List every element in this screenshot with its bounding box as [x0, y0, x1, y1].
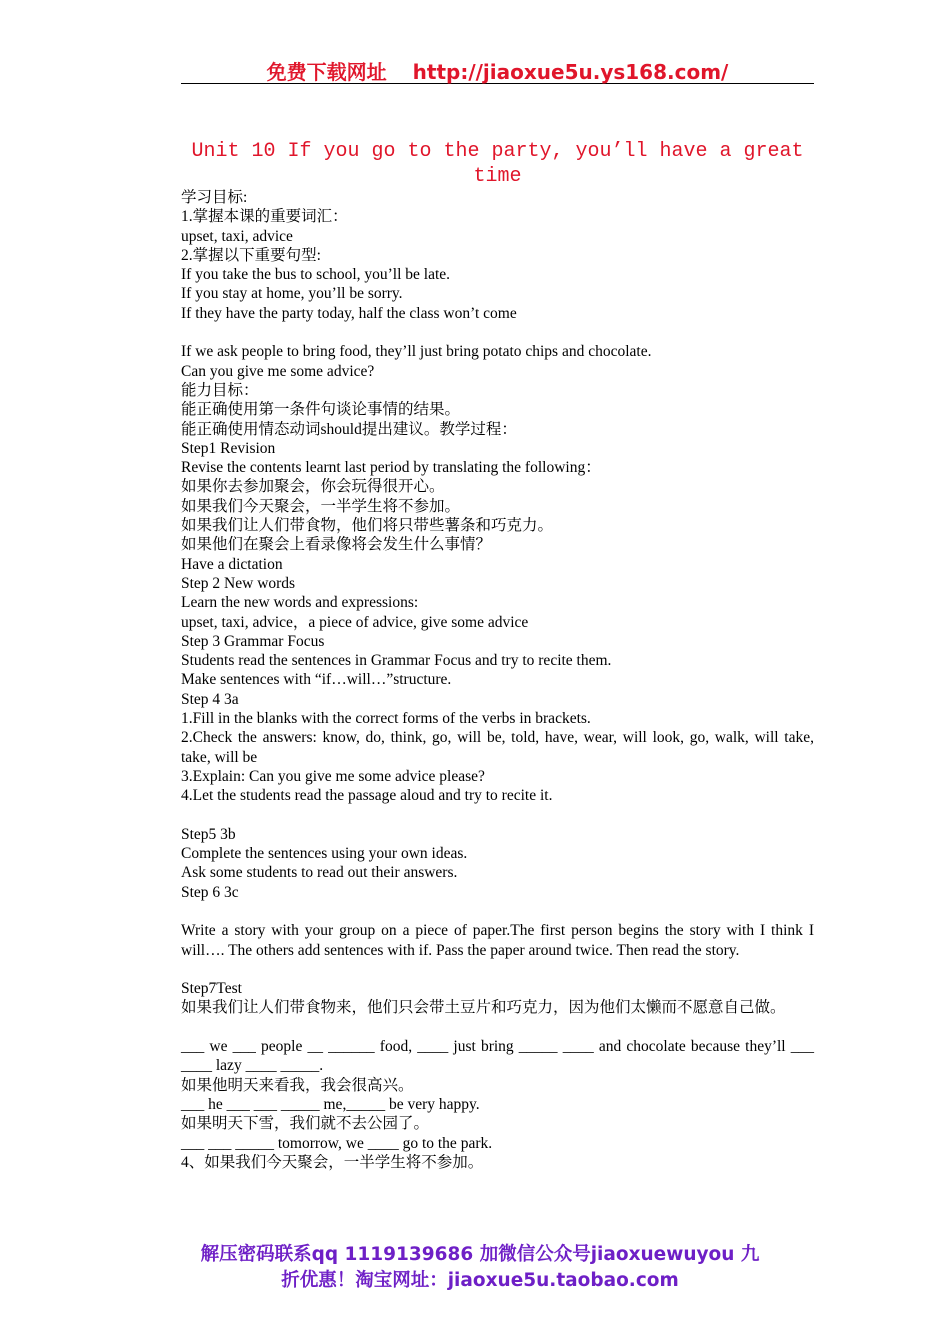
text-line: 学习目标: — [181, 189, 248, 206]
page-title: Unit 10 If you go to the party, you’ll have a great time — [191, 140, 804, 188]
text-line: 能力目标： — [181, 381, 259, 399]
blank-line — [181, 902, 814, 921]
text-line: upset, taxi, advice — [181, 227, 293, 245]
text-line: Step 3 Grammar Focus — [181, 632, 325, 650]
text-line: If they have the party today, half the class won’t come — [181, 304, 517, 322]
text-line: 1.掌握本课的重要词汇： — [181, 208, 348, 226]
text-line: Step1 Revision — [181, 439, 276, 457]
exercise-line: ___ ___ _____ tomorrow, we ____ go to the park. — [181, 1134, 493, 1152]
text-line: Step 2 New words — [181, 574, 296, 592]
text-line: upset, taxi, advice，a piece of advice, give some advice — [181, 613, 529, 631]
text-line: 2.Check the answers: know, do, think, go, will be, told, have, wear, will look, go, walk, will take, take, will be — [181, 729, 814, 766]
text-paragraph: Write a story with your group on a piece of paper.The first person begins the story with I think I will…. The others add sentences with if. Pass the paper around twice. Then read the story. — [181, 922, 814, 959]
exercise-line: ___ we ___ people __ ______ food, ____ just bring _____ ____ and chocolate because they’ll ___ ____ lazy ____ _____. — [181, 1038, 814, 1075]
blank-line — [181, 323, 814, 342]
text-line: Ask some students to read out their answers. — [181, 864, 458, 882]
text-line: Step7Test — [181, 980, 242, 998]
text-line: Complete the sentences using your own ideas. — [181, 845, 468, 863]
text-line: 能正确使用第一条件句谈论事情的结果。 — [181, 401, 461, 419]
text-line: 如果明天下雪，我们就不去公园了。 — [181, 1115, 430, 1133]
text-line: 4、如果我们今天聚会，一半学生将不参加。 — [181, 1153, 484, 1171]
text-line: 如果你去参加聚会，你会玩得很开心。 — [181, 478, 445, 496]
page-header — [181, 56, 814, 84]
text-line: Revise the contents learnt last period by translating the following： — [181, 459, 601, 477]
text-line: Learn the new words and expressions: — [181, 594, 419, 612]
exercise-line: ___ he ___ ___ _____ me,_____ be very happy. — [181, 1095, 480, 1113]
text-line: Can you give me some advice? — [181, 362, 375, 380]
footer-contact-line: 解压密码联系qq 1119139686 加微信公众号jiaoxuewuyou 九 — [200, 1244, 760, 1265]
footer-shop-line: 折优惠！淘宝网址：jiaoxue5u.taobao.com — [281, 1270, 679, 1291]
header-label: 免费下载网址 — [266, 60, 387, 84]
page-footer — [150, 1242, 810, 1294]
blank-line — [181, 960, 814, 979]
text-line: Students read the sentences in Grammar Focus and try to recite them. — [181, 652, 612, 670]
text-line: Step5 3b — [181, 825, 236, 843]
text-line: 4.Let the students read the passage aloud and try to recite it. — [181, 787, 553, 805]
text-line: 如果我们让人们带食物来，他们只会带土豆片和巧克力，因为他们太懒而不愿意自己做。 — [181, 999, 786, 1017]
text-line: If you take the bus to school, you’ll be late. — [181, 266, 451, 284]
blank-line — [181, 1018, 814, 1037]
header-url-link[interactable]: http://jiaoxue5u.ys168.com/ — [412, 60, 729, 84]
text-line: 如果他明天来看我，我会很高兴。 — [181, 1076, 414, 1094]
text-line: Make sentences with “if…will…”structure. — [181, 671, 452, 689]
text-line: 能正确使用情态动词should提出建议。教学过程： — [181, 420, 517, 438]
blank-line — [181, 806, 814, 825]
text-line: If you stay at home, you’ll be sorry. — [181, 285, 403, 303]
text-line: 如果我们让人们带食物，他们将只带些薯条和巧克力。 — [181, 517, 554, 535]
text-line: Step 4 3a — [181, 690, 239, 708]
text-line: 2.掌握以下重要句型: — [181, 246, 321, 264]
text-line: Have a dictation — [181, 555, 283, 573]
text-line: 3.Explain: Can you give me some advice please? — [181, 767, 485, 785]
text-line: 如果他们在聚会上看录像将会发生什么事情？ — [181, 536, 492, 554]
text-line: 如果我们今天聚会，一半学生将不参加。 — [181, 497, 461, 515]
text-line: If we ask people to bring food, they’ll just bring potato chips and chocolate. — [181, 343, 652, 361]
text-line: Step 6 3c — [181, 883, 239, 901]
text-line: 1.Fill in the blanks with the correct forms of the verbs in brackets. — [181, 710, 591, 728]
document-body — [181, 188, 814, 1172]
